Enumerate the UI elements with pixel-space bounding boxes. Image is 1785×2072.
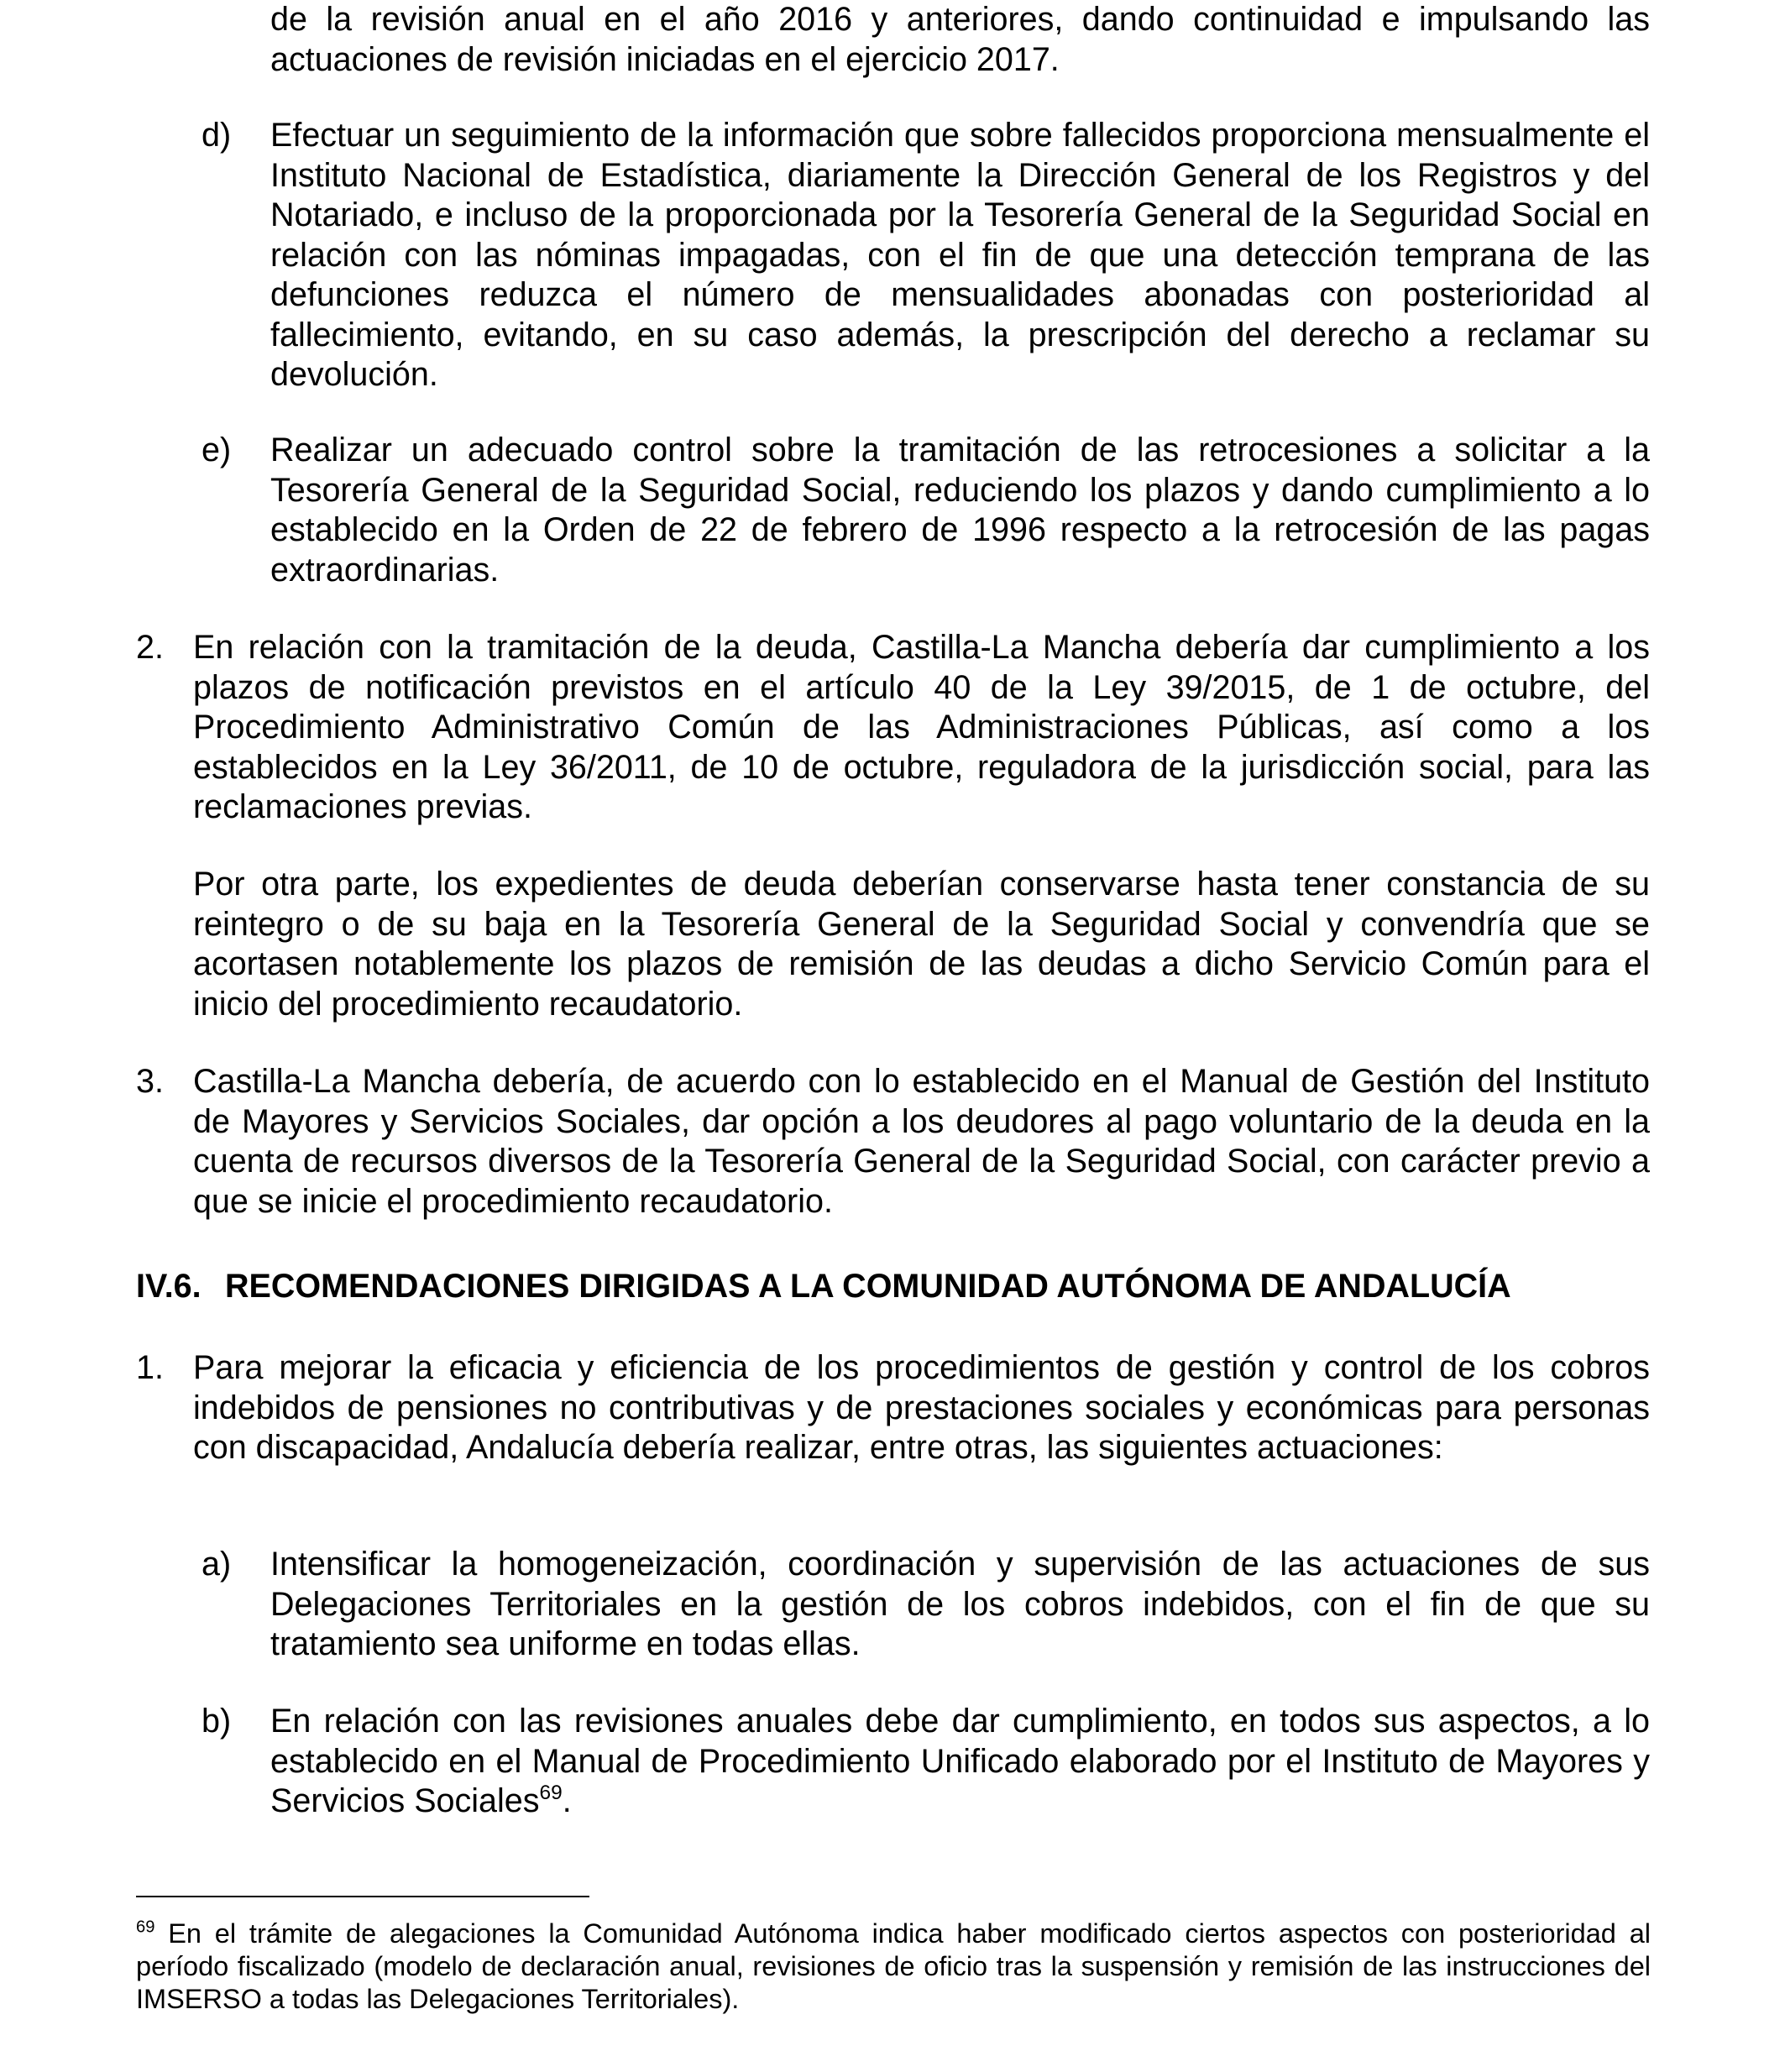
list-item-2-second-paragraph: Por otra parte, los expedientes de deuda deberían conservarse hasta tener constancia de su reintegro o de su baja en la Tesorería General de la Seguridad Social y convendría que se acortasen notablemente los plazos de remisión de las deudas a dicho Servicio Común para el inicio del procedimiento recaudatorio. — [193, 866, 1650, 1023]
list-marker-2: 2. — [136, 629, 164, 666]
andalucia-list-marker-b: b) — [202, 1703, 232, 1740]
list-item-e-text: Realizar un adecuado control sobre la tramitación de las retrocesiones a solicitar a la Tesorería General de la Seguridad Social, reduciendo los plazos y dando cumplimiento a lo establecido en la Orden de 22 de febrero de 1996 respecto a la retrocesión de las pagas extraordinarias. — [270, 432, 1650, 589]
section-number: IV.6. — [136, 1268, 202, 1305]
footnote-number: 69 — [136, 1918, 155, 1937]
andalucia-list-item-a-text: Intensificar la homogeneización, coordinación y supervisión de las actuaciones de sus Delegaciones Territoriales en la gestión de los cobros indebidos, con el fin de que su tratamiento sea uniforme en todas ellas. — [270, 1546, 1650, 1662]
andalucia-list-marker-a: a) — [202, 1546, 232, 1583]
andalucia-list-item-b — [270, 1702, 1650, 1822]
section-heading — [136, 1267, 1511, 1307]
list-item-3-text: Castilla-La Mancha debería, de acuerdo con lo establecido en el Manual de Gestión del Instituto de Mayores y Servicios Sociales, dar opción a los deudores al pago voluntario de la deuda en la cuenta de recursos diversos de la Tesorería General de la Seguridad Social, con carácter previo a que se inicie el procedimiento recaudatorio. — [193, 1063, 1650, 1220]
andalucia-list-marker-1: 1. — [136, 1349, 164, 1386]
list-marker-d: d) — [202, 117, 232, 154]
continuation-paragraph: de la revisión anual en el año 2016 y anteriores, dando continuidad e impulsando las actuaciones de revisión iniciadas en el ejercicio 2017. — [270, 1, 1650, 78]
list-item-d-text: Efectuar un seguimiento de la información que sobre fallecidos proporciona mensualmente el Instituto Nacional de Estadística, diariamente la Dirección General de los Registros y del Notariado, e incluso de la proporcionada por la Tesorería General de la Seguridad Social en relación con las nóminas impagadas, con el fin de que una detección temprana de las defunciones reduzca el número de mensualidades abonadas con posterioridad al fallecimiento, evitando, en su caso además, la prescripción del derecho a reclamar su devolución. — [270, 117, 1650, 393]
andalucia-list-item-b-text: En relación con las revisiones anuales debe dar cumplimiento, en todos sus aspectos, a lo establecido en el Manual de Procedimiento Unificado elaborado por el Instituto de Mayores y Servicios Sociales — [270, 1703, 1650, 1819]
footnote-reference[interactable]: 69 — [539, 1781, 563, 1804]
footnote-separator — [136, 1896, 589, 1897]
list-marker-3: 3. — [136, 1063, 164, 1100]
andalucia-list-item-b-end: . — [562, 1782, 572, 1819]
footnote — [136, 1918, 1651, 2016]
list-item-2-text: En relación con la tramitación de la deuda, Castilla-La Mancha debería dar cumplimiento a los plazos de notificación previstos en el artículo 40 de la Ley 39/2015, de 1 de octubre, del Procedimiento Administrativo Común de las Administraciones Públicas, así como a los establecidos en la Ley 36/2011, de 10 de octubre, reguladora de la jurisdicción social, para las reclamaciones previas. — [193, 629, 1650, 825]
andalucia-list-item-1-text: Para mejorar la eficacia y eficiencia de los procedimientos de gestión y control de los cobros indebidos de pensiones no contributivas y de prestaciones sociales y económicas para personas con discapacidad, Andalucía debería realizar, entre otras, las siguientes actuaciones: — [193, 1349, 1650, 1466]
section-title: RECOMENDACIONES DIRIGIDAS A LA COMUNIDAD AUTÓNOMA DE ANDALUCÍA — [225, 1268, 1511, 1305]
footnote-text: En el trámite de alegaciones la Comunidad Autónoma indica haber modificado ciertos aspectos con posterioridad al período fiscalizado (modelo de declaración anual, revisiones de oficio tras la suspensión y remisión de las instrucciones del IMSERSO a todas las Delegaciones Territoriales). — [136, 1918, 1651, 2014]
list-marker-e: e) — [202, 432, 232, 468]
